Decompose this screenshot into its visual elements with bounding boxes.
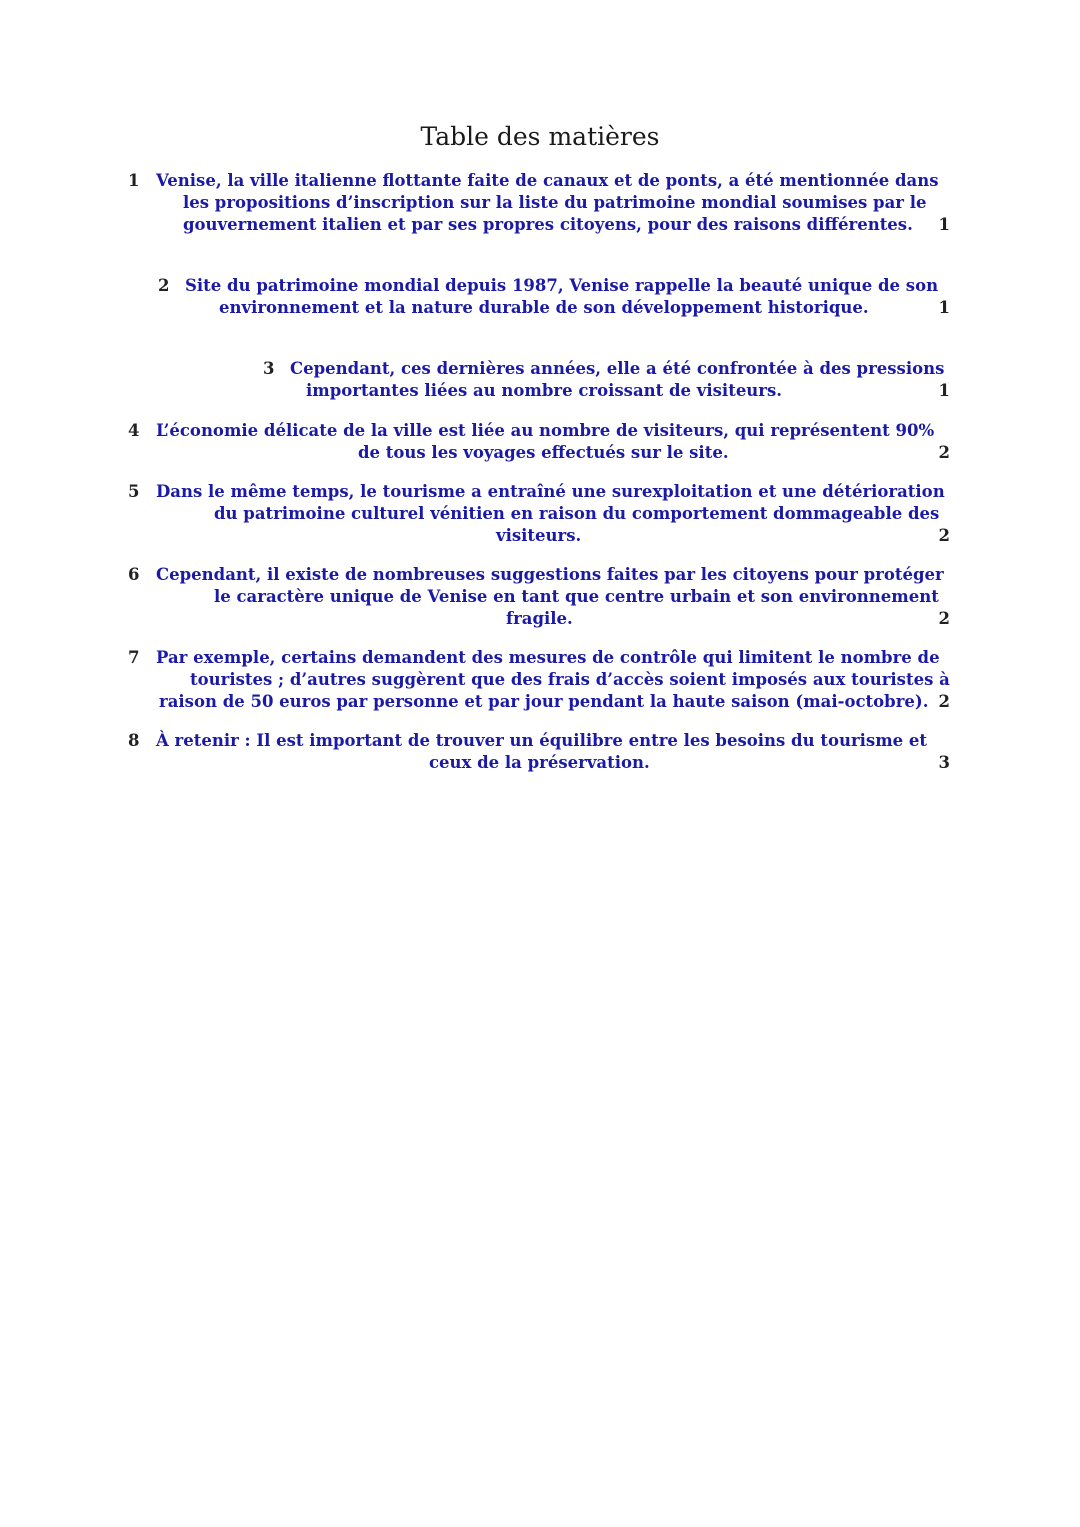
toc-entry-line: Site du patrimoine mondial depuis 1987, Venise rappelle la beauté unique de son [185, 276, 939, 295]
toc-entry-8[interactable] [128, 730, 928, 774]
toc-entry-line: les propositions d’inscription sur la liste du patrimoine mondial soumises par le [183, 193, 927, 212]
toc-entry-line: importantes liées au nombre croissant de visiteurs. [306, 381, 783, 400]
toc-entry-4[interactable] [128, 420, 935, 464]
toc-entry-7[interactable] [128, 647, 950, 713]
toc-entry-line: le caractère unique de Venise en tant que centre urbain et son environnement [214, 587, 939, 606]
toc-entry-number: 8 [128, 731, 140, 750]
toc-entry-number: 1 [128, 171, 140, 190]
toc-page-number: 2 [938, 692, 950, 711]
toc-entry-number: 4 [128, 421, 140, 440]
toc-page-number: 1 [938, 215, 950, 234]
toc-entry-line: gouvernement italien et par ses propres citoyens, pour des raisons différentes. [183, 215, 913, 234]
toc-entry-number: 2 [158, 276, 170, 295]
toc-entry-line: fragile. [506, 609, 573, 628]
toc-title: Table des matières [420, 122, 660, 151]
toc-entry-line: Dans le même temps, le tourisme a entraîné une surexploitation et une détérioration [156, 482, 945, 501]
toc-page-number: 1 [938, 381, 950, 400]
toc-entry-line: du patrimoine culturel vénitien en raison du comportement dommageable des [214, 504, 940, 523]
toc-entry-line: ceux de la préservation. [429, 753, 650, 772]
toc-entry-line: L’économie délicate de la ville est liée au nombre de visiteurs, qui représentent 90% [156, 421, 935, 440]
toc-entry-6[interactable] [128, 564, 944, 630]
toc-entry-line: visiteurs. [496, 526, 582, 545]
toc-page-number: 2 [938, 526, 950, 545]
toc-entry-number: 3 [263, 359, 275, 378]
toc-page-number: 2 [938, 609, 950, 628]
toc-entry-line: Venise, la ville italienne flottante faite de canaux et de ponts, a été mentionnée dans [156, 171, 939, 190]
toc-entry-number: 5 [128, 482, 140, 501]
toc-entry-line: Cependant, il existe de nombreuses suggestions faites par les citoyens pour protéger [156, 565, 944, 584]
toc-page-number: 3 [938, 753, 950, 772]
toc-entry-line: de tous les voyages effectués sur le site. [358, 443, 729, 462]
toc-entry-number: 6 [128, 565, 140, 584]
toc-entry-line: À retenir : Il est important de trouver un équilibre entre les besoins du tourisme et [156, 731, 928, 750]
toc-entry-3[interactable] [263, 358, 945, 402]
toc-entry-line: Par exemple, certains demandent des mesures de contrôle qui limitent le nombre de [156, 648, 940, 667]
toc-page-number: 1 [938, 298, 950, 317]
toc-entry-line: raison de 50 euros par personne et par jour pendant la haute saison (mai-octobre). [159, 692, 929, 711]
toc-entry-1[interactable] [128, 170, 939, 236]
toc-entry-number: 7 [128, 648, 140, 667]
toc-entry-2[interactable] [158, 275, 939, 319]
toc-page-number: 2 [938, 443, 950, 462]
toc-entry-5[interactable] [128, 481, 945, 547]
toc-entry-line: Cependant, ces dernières années, elle a été confrontée à des pressions [290, 359, 945, 378]
toc-entry-line: environnement et la nature durable de son développement historique. [219, 298, 869, 317]
toc-entry-line: touristes ; d’autres suggèrent que des frais d’accès soient imposés aux touristes à [190, 670, 950, 689]
